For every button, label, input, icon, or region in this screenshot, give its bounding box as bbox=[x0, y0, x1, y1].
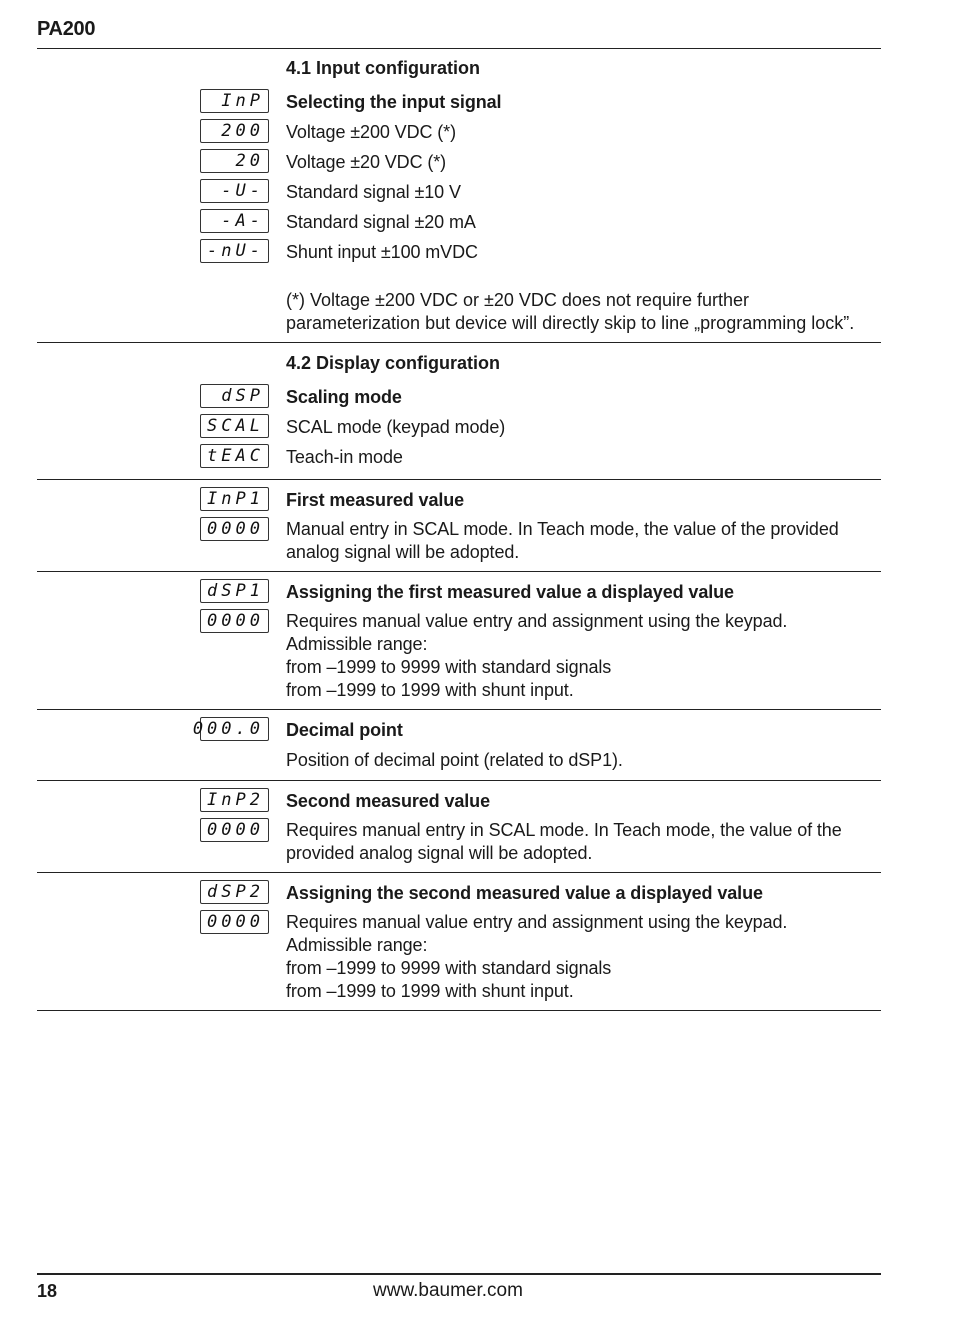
section-second-measured-value bbox=[37, 781, 881, 873]
parameter-description: Requires manual value entry and assignment using the keypad. Admissible range: from –1999 to 9999 with standard signals from –1999 to 1999 with shunt input. bbox=[286, 912, 788, 1001]
lcd-code: -U- bbox=[200, 179, 269, 203]
lcd-code: 0000 bbox=[200, 818, 269, 842]
option-text: Teach-in mode bbox=[286, 446, 403, 467]
parameter-title: Decimal point bbox=[286, 719, 403, 740]
lcd-code: InP1 bbox=[200, 487, 269, 511]
parameter-title: First measured value bbox=[286, 489, 465, 510]
footer-url: www.baumer.com bbox=[373, 1280, 523, 1301]
lcd-code: InP bbox=[200, 89, 269, 113]
option-text: Shunt input ±100 mVDC bbox=[286, 241, 478, 262]
parameter-description: Position of decimal point (related to dSP1). bbox=[286, 749, 623, 770]
parameter-description: Manual entry in SCAL mode. In Teach mode, the value of the provided analog signal will be adopted. bbox=[286, 519, 839, 562]
section-heading: 4.1 Input configuration bbox=[286, 57, 480, 78]
page-number: 18 bbox=[37, 1281, 58, 1301]
lcd-code: -nU- bbox=[200, 239, 269, 263]
option-text: Voltage ±200 VDC (*) bbox=[286, 121, 456, 142]
option-text: Standard signal ±20 mA bbox=[286, 211, 476, 232]
lcd-code: dSP1 bbox=[200, 579, 269, 603]
option-text: SCAL mode (keypad mode) bbox=[286, 416, 506, 437]
document-title: PA200 bbox=[37, 18, 96, 40]
lcd-code: SCAL bbox=[200, 414, 269, 438]
lcd-code: 000.0 bbox=[200, 717, 269, 741]
lcd-code: 0000 bbox=[200, 910, 269, 934]
section-input-configuration bbox=[37, 48, 881, 343]
manual-content bbox=[37, 48, 881, 1011]
section-first-measured-value bbox=[37, 480, 881, 572]
section-first-displayed-value bbox=[37, 572, 881, 710]
section-second-displayed-value bbox=[37, 873, 881, 1011]
parameter-title: Second measured value bbox=[286, 790, 490, 811]
parameter-title: Assigning the second measured value a displayed value bbox=[286, 882, 763, 903]
footer-rule bbox=[37, 1273, 881, 1275]
section-display-configuration bbox=[37, 343, 881, 480]
footnote: (*) Voltage ±200 VDC or ±20 VDC does not require further parameterization but device will directly skip to line „programming lock”. bbox=[286, 290, 855, 333]
parameter-description: Requires manual entry in SCAL mode. In Teach mode, the value of the provided analog signal will be adopted. bbox=[286, 820, 842, 863]
lcd-code: InP2 bbox=[200, 788, 269, 812]
lcd-code: tEAC bbox=[200, 444, 269, 468]
parameter-title: Assigning the first measured value a displayed value bbox=[286, 581, 734, 602]
lcd-code: dSP bbox=[200, 384, 269, 408]
lcd-code: 20 bbox=[200, 149, 269, 173]
section-heading: 4.2 Display configuration bbox=[286, 352, 501, 373]
lcd-code: 200 bbox=[200, 119, 269, 143]
lcd-code: 0000 bbox=[200, 517, 269, 541]
parameter-description: Requires manual value entry and assignment using the keypad. Admissible range: from –1999 to 9999 with standard signals from –1999 to 1999 with shunt input. bbox=[286, 611, 788, 700]
option-text: Voltage ±20 VDC (*) bbox=[286, 151, 447, 172]
lcd-code: 0000 bbox=[200, 609, 269, 633]
lcd-code: -A- bbox=[200, 209, 269, 233]
lcd-code: dSP2 bbox=[200, 880, 269, 904]
option-text: Standard signal ±10 V bbox=[286, 181, 461, 202]
parameter-title: Selecting the input signal bbox=[286, 91, 502, 112]
section-decimal-point bbox=[37, 710, 881, 781]
parameter-title: Scaling mode bbox=[286, 386, 402, 407]
